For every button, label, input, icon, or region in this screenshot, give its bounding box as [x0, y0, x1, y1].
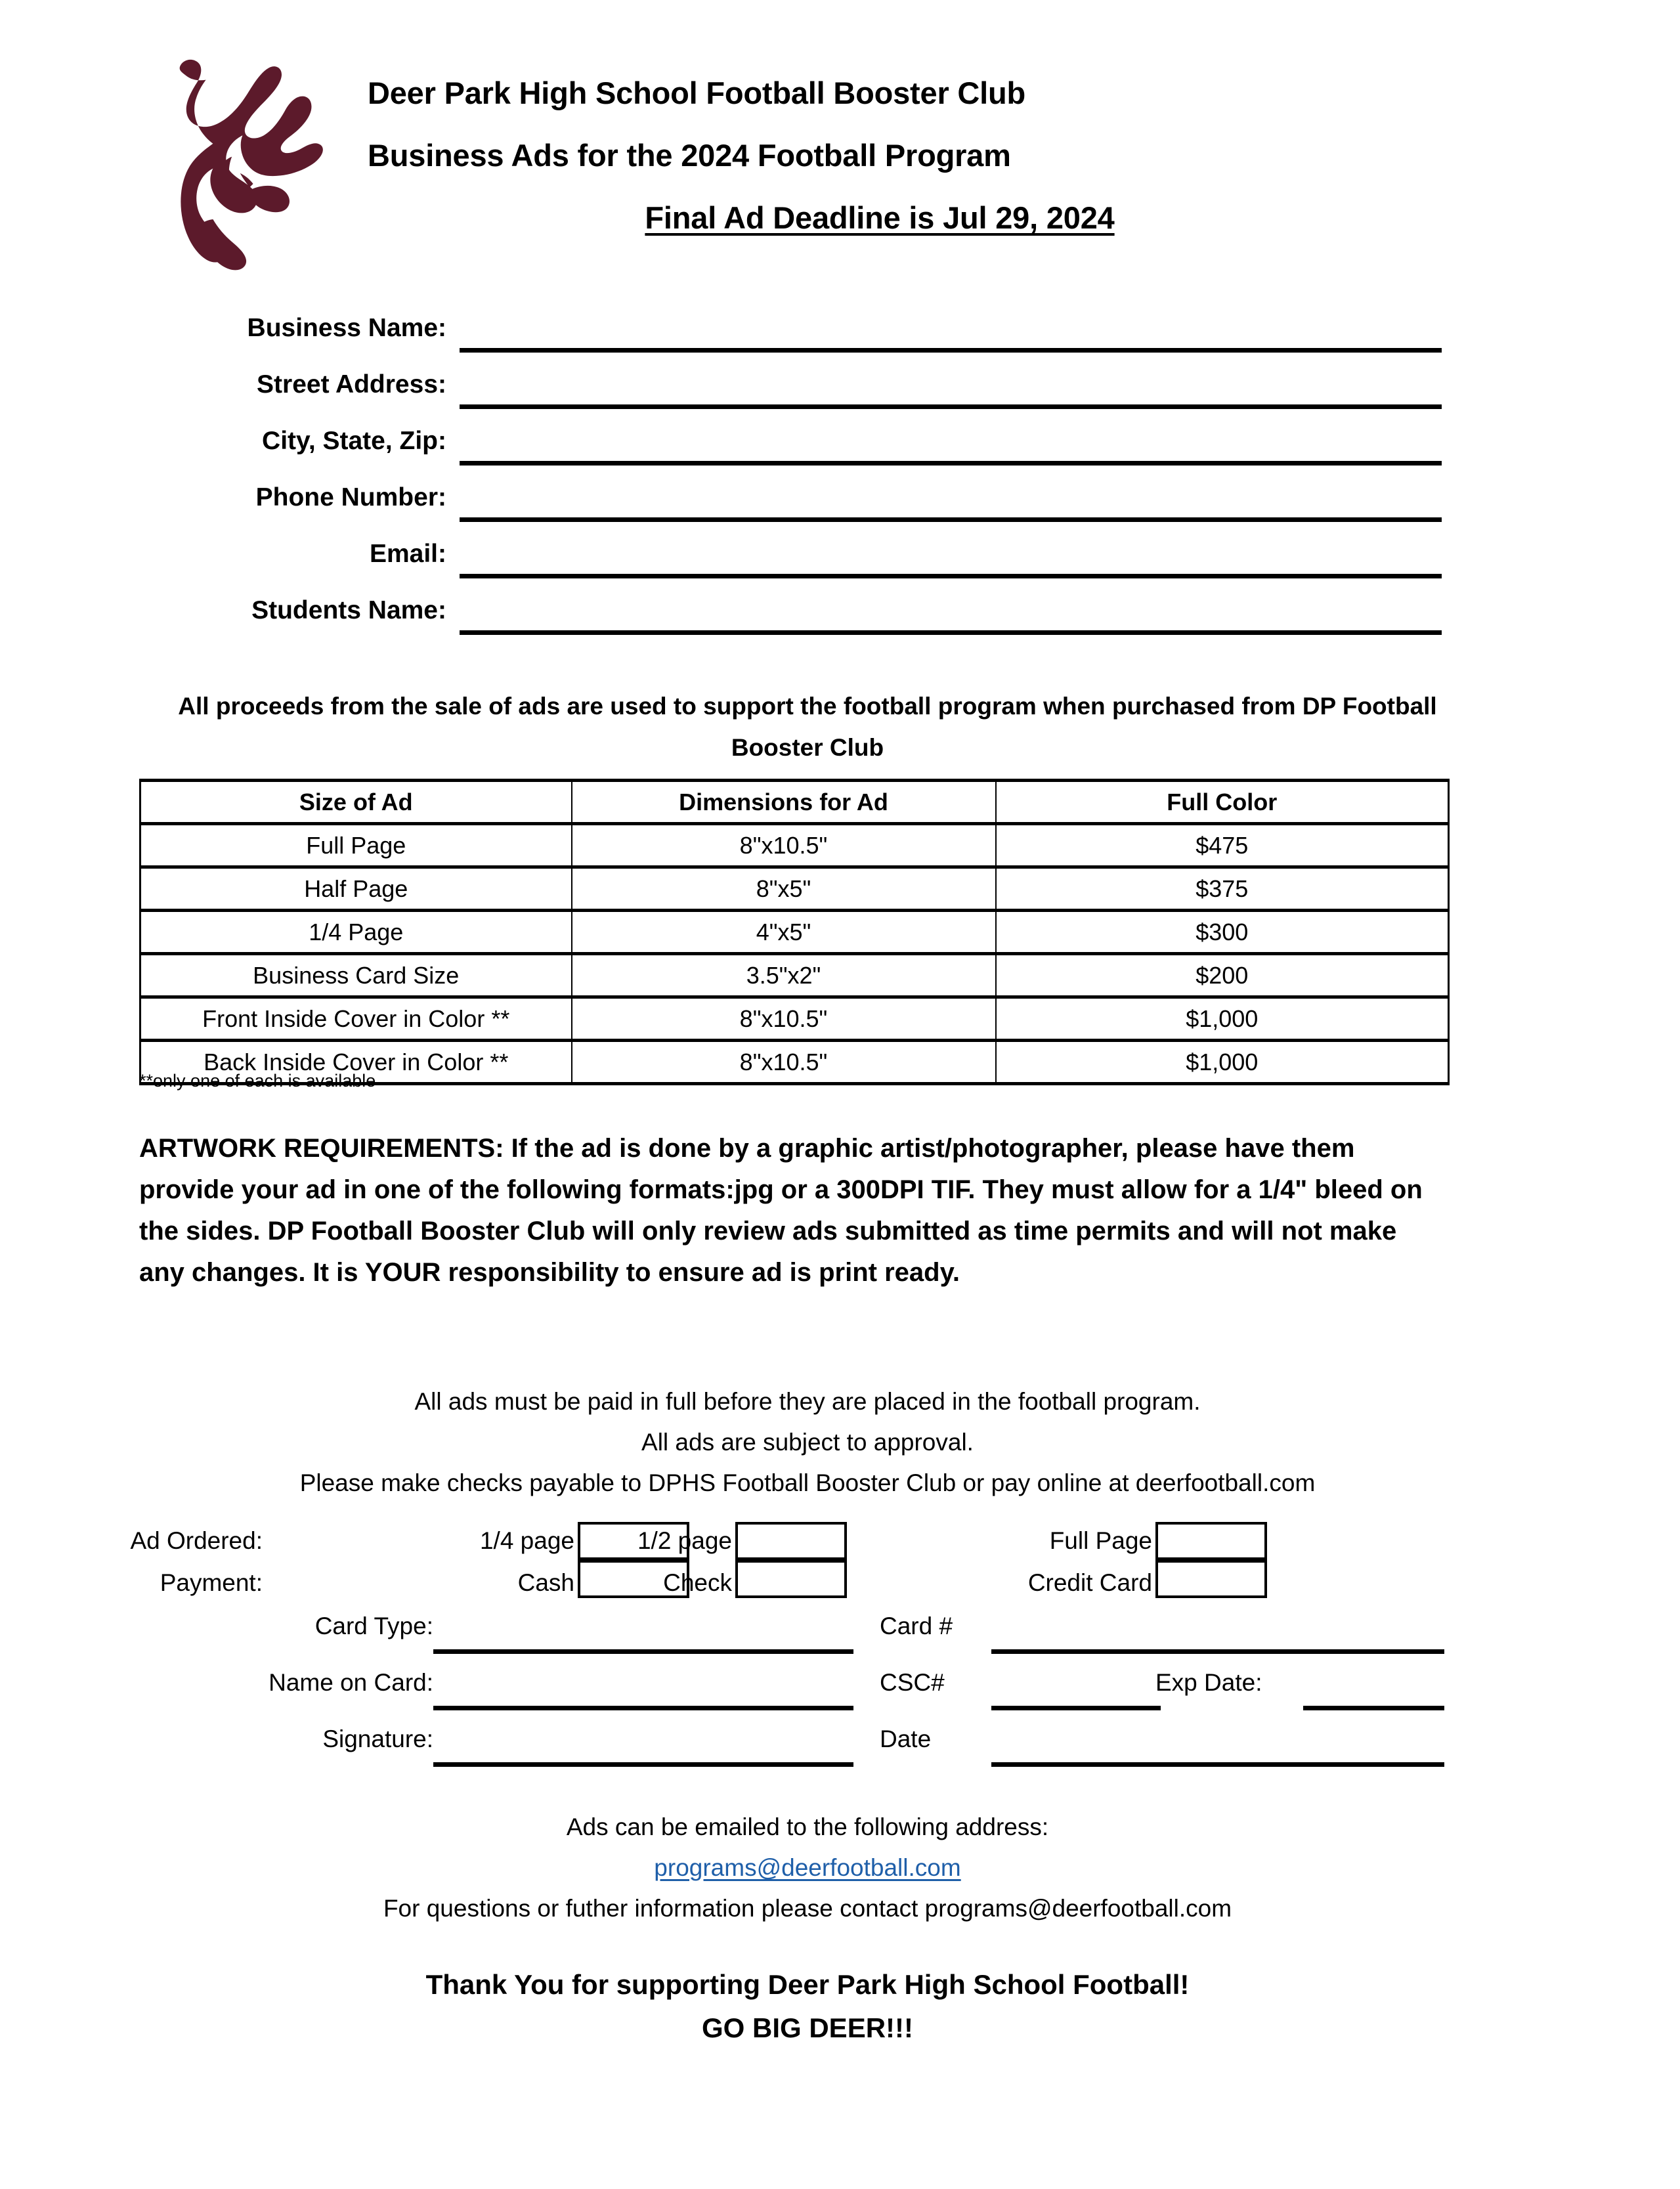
date-label: Date	[880, 1725, 932, 1752]
email-label: Email:	[369, 540, 446, 568]
header-title-block	[368, 30, 1392, 233]
table-header-row	[140, 781, 1449, 824]
option-label-full-page: Full Page	[1049, 1527, 1152, 1554]
csc-input[interactable]	[991, 1706, 1161, 1710]
csc-label: CSC#	[880, 1669, 945, 1696]
name-on-card-input[interactable]	[433, 1706, 853, 1710]
option-label-quarter-page: 1/4 page	[479, 1527, 574, 1554]
card-row-type	[0, 1609, 1680, 1665]
form-row-phone-number	[0, 479, 1680, 536]
page-title-deadline: Final Ad Deadline is Jul 29, 2024	[645, 200, 1115, 235]
cell-price: $475	[996, 824, 1449, 867]
cell-price: $200	[996, 954, 1449, 997]
cell-price: $1,000	[996, 1041, 1449, 1084]
cell-size: Back Inside Cover in Color **	[140, 1041, 572, 1084]
card-number-input[interactable]	[991, 1649, 1444, 1654]
business-name-input[interactable]	[460, 348, 1442, 353]
table-row	[140, 997, 1449, 1041]
programs-email-link[interactable]: programs@deerfootball.com	[654, 1854, 961, 1881]
phone-number-label: Phone Number:	[255, 483, 446, 511]
card-number-label: Card #	[880, 1613, 953, 1639]
ad-ordered-label: Ad Ordered:	[130, 1527, 263, 1554]
exp-date-input[interactable]	[1303, 1706, 1444, 1710]
form-row-street-address	[0, 366, 1680, 423]
table-row	[140, 824, 1449, 867]
payment-label: Payment:	[160, 1569, 263, 1596]
form-row-business-name	[0, 310, 1680, 366]
artwork-requirements-paragraph: ARTWORK REQUIREMENTS: If the ad is done by a graphic artist/photographer, please have them provide your ad in one of the following formats:jpg or a 300DPI TIF. They must allow for a 1/4" bleed on the sides. DP Football Booster Club will only review ads submitted as time permits and will not make any changes. It is YOUR responsibility to ensure ad is print ready.	[139, 1134, 1423, 1287]
table-row	[140, 911, 1449, 954]
proceeds-note: All proceeds from the sale of ads are used to support the football program when purchased from DP Football Booster Club	[178, 693, 1437, 761]
cell-size: Half Page	[140, 867, 572, 911]
cell-price: $300	[996, 911, 1449, 954]
form-row-city-state-zip	[0, 423, 1680, 479]
ad-price-table	[139, 779, 1450, 1085]
go-big-deer-text: GO BIG DEER!!!	[702, 2012, 913, 2043]
cell-price: $1,000	[996, 997, 1449, 1041]
payment-note-line3: Please make checks payable to DPHS Football Booster Club or pay online at deerfootball.com	[299, 1469, 1316, 1496]
signature-label: Signature:	[322, 1725, 433, 1752]
date-input[interactable]	[991, 1762, 1444, 1767]
column-header-dimensions: Dimensions for Ad	[572, 781, 996, 824]
email-input[interactable]	[460, 574, 1442, 578]
business-name-label: Business Name:	[247, 314, 446, 342]
table-footnote: **only one of each is available	[139, 1071, 376, 1091]
cell-size: Full Page	[140, 824, 572, 867]
option-label-cash: Cash	[517, 1569, 574, 1596]
option-label-check: Check	[663, 1569, 732, 1596]
name-on-card-label: Name on Card:	[269, 1669, 433, 1696]
column-header-size: Size of Ad	[140, 781, 572, 824]
card-type-input[interactable]	[433, 1649, 853, 1654]
order-payment-grid	[0, 1517, 1680, 1602]
street-address-label: Street Address:	[257, 370, 446, 399]
cell-dimensions: 8"x10.5"	[572, 824, 996, 867]
card-row-signature	[0, 1722, 1680, 1778]
email-intro-text: Ads can be emailed to the following address:	[566, 1813, 1049, 1840]
phone-number-input[interactable]	[460, 517, 1442, 522]
cell-size: 1/4 Page	[140, 911, 572, 954]
cell-price: $375	[996, 867, 1449, 911]
cell-dimensions: 8"x10.5"	[572, 1041, 996, 1084]
checkbox-credit-card[interactable]	[1155, 1560, 1267, 1598]
table-row	[140, 954, 1449, 997]
thank-you-text: Thank You for supporting Deer Park High School Football!	[425, 1969, 1190, 2000]
card-row-name	[0, 1665, 1680, 1722]
cell-dimensions: 3.5"x2"	[572, 954, 996, 997]
cell-dimensions: 8"x5"	[572, 867, 996, 911]
cell-dimensions: 4"x5"	[572, 911, 996, 954]
cell-size: Business Card Size	[140, 954, 572, 997]
cell-dimensions: 8"x10.5"	[572, 997, 996, 1041]
contact-info-text: For questions or futher information please contact programs@deerfootball.com	[383, 1895, 1232, 1922]
card-type-label: Card Type:	[314, 1613, 433, 1639]
city-state-zip-input[interactable]	[460, 461, 1442, 466]
document-footer	[151, 1807, 1464, 2050]
street-address-input[interactable]	[460, 404, 1442, 409]
deer-buckmark-logo-icon	[162, 42, 339, 278]
column-header-color: Full Color	[996, 781, 1449, 824]
document-header	[0, 30, 1680, 280]
cell-size: Front Inside Cover in Color **	[140, 997, 572, 1041]
page-title-line2: Business Ads for the 2024 Football Program	[368, 138, 1011, 173]
payment-note-line2: All ads are subject to approval.	[641, 1429, 974, 1456]
payment-notes	[151, 1381, 1464, 1504]
option-label-credit-card: Credit Card	[1027, 1569, 1152, 1596]
exp-date-label: Exp Date:	[1155, 1669, 1262, 1696]
page-title-line1: Deer Park High School Football Booster Club	[368, 76, 1026, 110]
city-state-zip-label: City, State, Zip:	[262, 427, 446, 455]
credit-card-details	[0, 1609, 1680, 1778]
form-row-students-name	[0, 592, 1680, 649]
payment-note-line1: All ads must be paid in full before they are placed in the football program.	[414, 1388, 1201, 1415]
checkbox-full-page[interactable]	[1155, 1522, 1267, 1560]
contact-form-fields	[0, 310, 1680, 649]
form-row-email	[0, 536, 1680, 592]
signature-input[interactable]	[433, 1762, 853, 1767]
students-name-input[interactable]	[460, 630, 1442, 635]
option-label-half-page: 1/2 page	[637, 1527, 732, 1554]
students-name-label: Students Name:	[251, 596, 446, 624]
table-row	[140, 867, 1449, 911]
